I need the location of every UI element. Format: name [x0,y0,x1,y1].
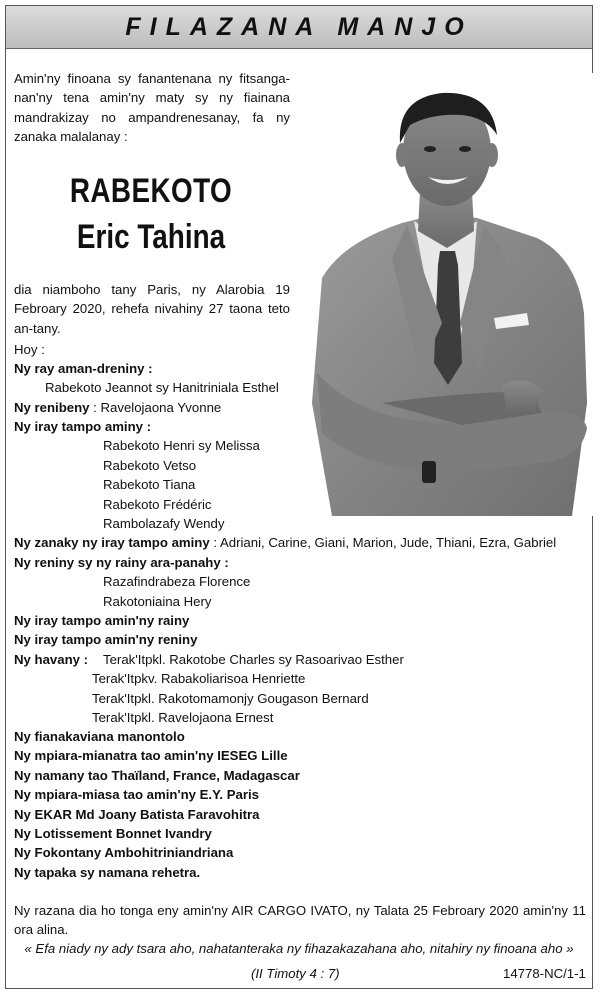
list-item: Rabekoto Tiana [103,477,196,492]
obituary-frame [5,5,593,989]
group-line: Ny fianakaviana manontolo [14,729,185,744]
group-line: Ny tapaka sy namana rehetra. [14,865,201,880]
list-item: Rambolazafy Wendy [103,516,225,531]
uncles-label: Ny iray tampo aminy : [14,419,152,434]
group-line: Ny Lotissement Bonnet Ivandry [14,826,212,841]
group-line: Ny mpiara-miasa tao amin'ny E.Y. Paris [14,787,260,802]
deceased-surname: RABEKOTO [69,172,233,210]
group-line: Ny EKAR Md Joany Batista Faravohitra [14,807,260,822]
bible-quote: « Efa niady ny ady tsara aho, nahatanteraka ny fihazakazahana aho, nitahiry ny finoana aho » [24,941,574,956]
death-notice: dia niamboho tany Paris, ny Alarobia 19 Febroary 2020, rehefa nivahiny 27 taona teto an-tany. [14,282,290,336]
list-item: Terak'Itpkv. Rabakoliarisoa Henriette [92,671,306,686]
list-item: Rabekoto Vetso [103,458,197,473]
grandparent-label: Ny renibeny [14,400,90,415]
list-item: Rakotoniaina Hery [103,594,212,609]
father-siblings: Ny iray tampo amin'ny rainy [14,613,190,628]
deceased-given-names: Eric Tahina [76,218,226,256]
header-banner [6,6,592,49]
grandparent-name: : Ravelojaona Yvonne [93,400,222,415]
list-item: Terak'Itpkl. Rakotobe Charles sy Rasoarivao Esther [103,652,404,667]
parents: Rabekoto Jeannot sy Hanitriniala Esthel [45,380,279,395]
group-line: Ny Fokontany Ambohitriniandriana [14,845,234,860]
list-item: Terak'Itpkl. Ravelojaona Ernest [92,710,274,725]
nephews-names: : Adriani, Carine, Giani, Marion, Jude, Thiani, Ezra, Gabriel [213,535,557,550]
inlaws-label: Ny reniny sy ny rainy ara-panahy : [14,555,229,570]
list-item: Rabekoto Frédéric [103,497,212,512]
group-line: Ny mpiara-mianatra tao amin'ny IESEG Lille [14,748,288,763]
relatives-label: Ny havany : [14,652,89,667]
nephews-line [14,533,556,552]
grandparent-line [14,398,221,417]
header-title: FILAZANA MANJO [125,12,473,41]
hoy-label: Hoy : [14,342,45,357]
nephews-label: Ny zanaky ny iray tampo aminy [14,535,210,550]
arrival-notice: Ny razana dia ho tonga eny amin'ny AIR CARGO IVATO, ny Talata 25 Febroary 2020 amin'ny 11 ora alina. [14,903,586,938]
portrait-photo [302,73,594,516]
bible-reference: (II Timoty 4 : 7) [251,966,340,981]
group-line: Ny namany tao Thaïland, France, Madagascar [14,768,300,783]
list-item: Rabekoto Henri sy Melissa [103,438,260,453]
list-item: Terak'Itpkl. Rakotomamonjy Gougason Bernard [92,691,369,706]
ad-code: 14778-NC/1-1 [503,966,586,981]
parents-label: Ny ray aman-dreniny : [14,361,153,376]
list-item: Razafindrabeza Florence [103,574,251,589]
mother-siblings: Ny iray tampo amin'ny reniny [14,632,198,647]
intro-text: Amin'ny finoana sy fanantenana ny fitsanga-nan'ny tena amin'ny maty sy ny fiainana mandrakizay no ampandrenesanay, fa ny zanaka malalanay : [14,71,290,145]
